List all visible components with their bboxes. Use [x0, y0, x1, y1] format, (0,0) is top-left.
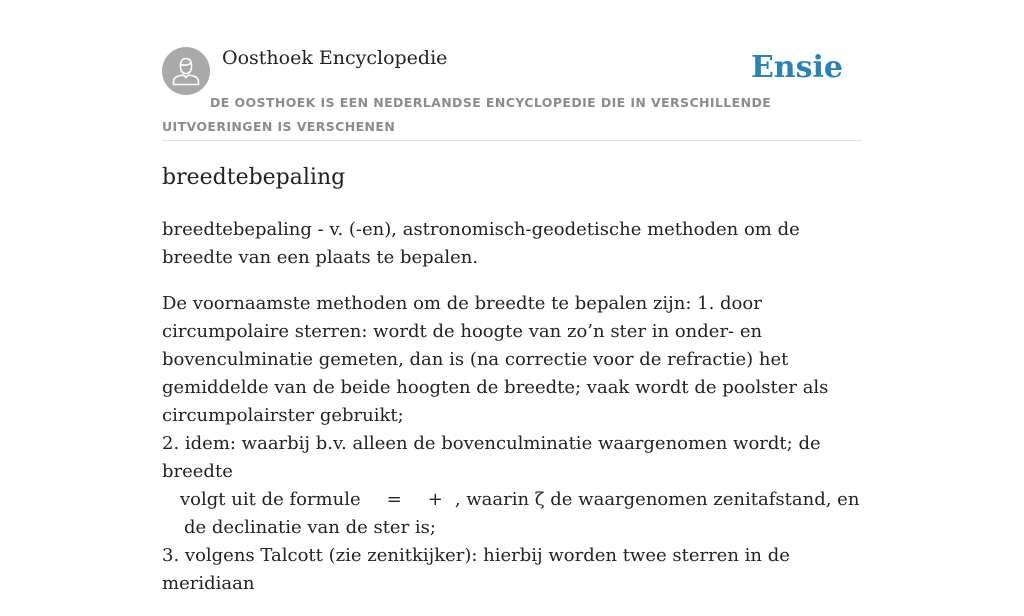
body-line2-d: de declinatie van de ster is;	[184, 517, 436, 538]
article	[162, 160, 862, 616]
body-line3: 3. volgens Talcott (zie zenitkijker): hierbij worden twee sterren in de meridiaan	[162, 545, 790, 594]
body-line1: De voornaamste methoden om de breedte te bepalen zijn: 1. door circumpolaire sterren: wordt de hoogte van zo’n ster in onder- en bovenculminatie gemeten, dan is (na correctie voor de refractie) het gemiddelde van de beide hoogten de breedte; vaak wordt de poolster als circumpolairster gebruikt;	[162, 293, 829, 426]
article-intro: breedtebepaling - v. (-en), astronomisch-geodetische methoden om de breedte van een plaats te bepalen.	[162, 219, 800, 268]
user-avatar-icon[interactable]	[162, 47, 210, 95]
brand-logo[interactable]: Ensie	[750, 50, 843, 85]
body-line2-c: , waarin ζ de waargenomen zenitafstand, en	[454, 489, 860, 510]
article-body	[162, 290, 862, 598]
formula-plus: +	[427, 489, 443, 510]
formula-equals: =	[386, 489, 402, 510]
body-line2-a: 2. idem: waarbij b.v. alleen de bovenculminatie waargenomen wordt; de breedte	[162, 433, 821, 482]
body-line2-b: volgt uit de formule	[180, 489, 361, 510]
source-header	[162, 44, 862, 141]
article-title: breedtebepaling	[162, 165, 346, 190]
source-tagline: DE OOSTHOEK IS EEN NEDERLANDSE ENCYCLOPEDIE DIE IN VERSCHILLENDE UITVOERINGEN IS VERSCHENEN	[162, 95, 772, 134]
source-name[interactable]: Oosthoek Encyclopedie	[222, 47, 448, 69]
